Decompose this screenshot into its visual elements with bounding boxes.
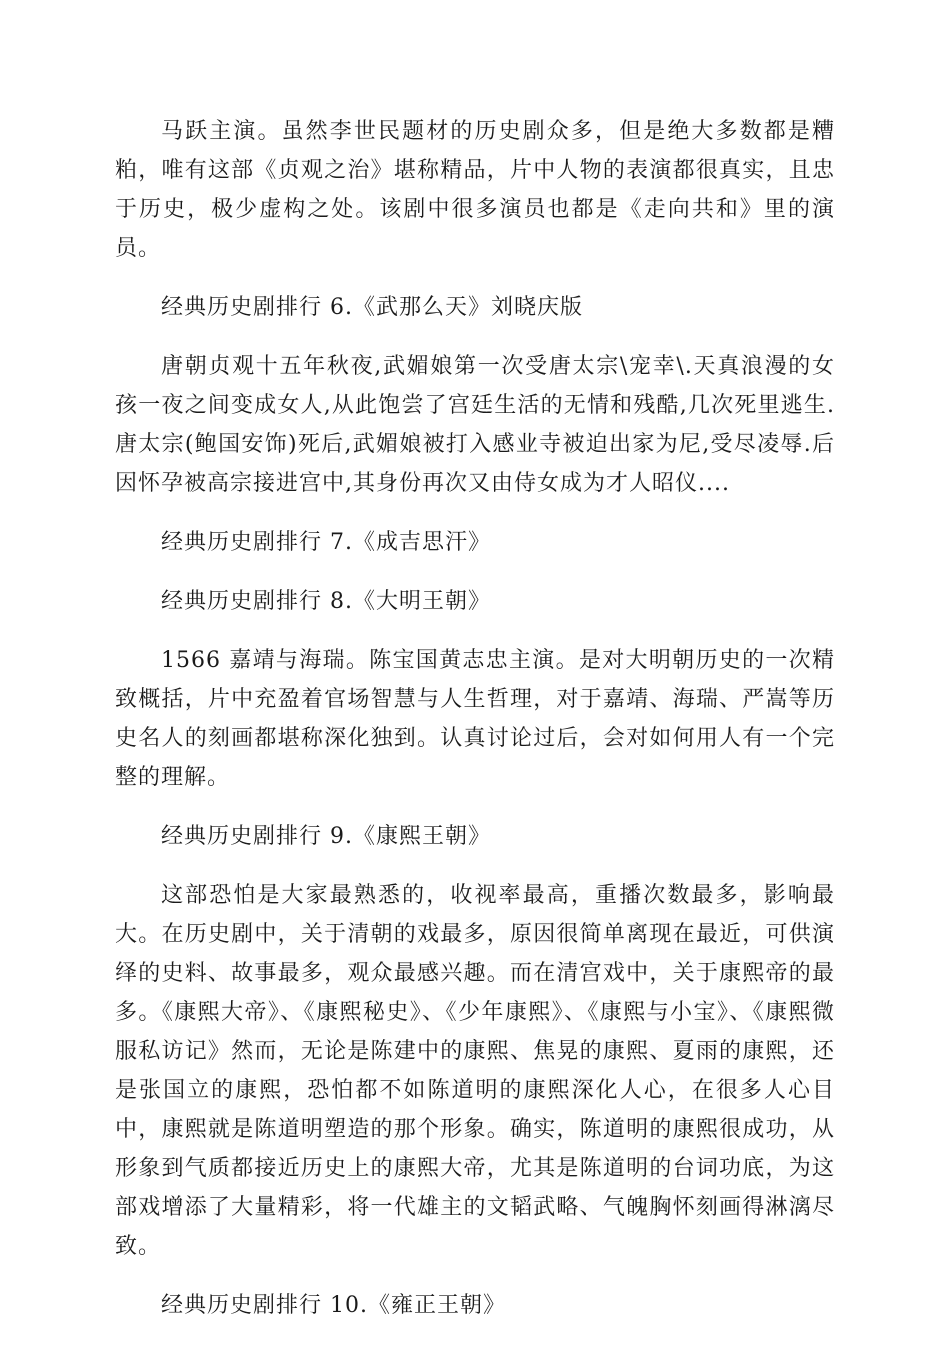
heading-rank-8: 经典历史剧排行 8.《大明王朝》 xyxy=(161,589,491,614)
paragraph-daming-description: 1566 嘉靖与海瑞。陈宝国黄志忠主演。是对大明朝历史的一次精致概括，片中充盈着官场智慧与人生哲理，对于嘉靖、海瑞、严嵩等历史名人的刻画都堪称深化独到。认真讨论过后，会对如何用人有一个完整的理解。 xyxy=(115,648,835,790)
heading-rank-6: 经典历史剧排行 6.《武那么天》刘晓庆版 xyxy=(161,295,583,320)
paragraph-kangxi-description: 这部恐怕是大家最熟悉的，收视率最高，重播次数最多，影响最大。在历史剧中，关于清朝的戏最多，原因很简单离现在最近，可供演绎的史料、故事最多，观众最感兴趣。而在清宫戏中，关于康熙帝的最多。《康熙大帝》、《康熙秘史》、《少年康熙》、《康熙与小宝》、《康熙微服私访记》然而，无论是陈建中的康熙、焦晃的康熙、夏雨的康熙，还是张国立的康熙，恐怕都不如陈道明的康熙深化人心，在很多人心目中，康熙就是陈道明塑造的那个形象。确实，陈道明的康熙很成功，从形象到气质都接近历史上的康熙大帝，尤其是陈道明的台词功底，为这部戏增添了大量精彩，将一代雄主的文韬武略、气魄胸怀刻画得淋漓尽致。 xyxy=(115,883,835,1259)
heading-rank-10: 经典历史剧排行 10.《雍正王朝》 xyxy=(161,1293,506,1318)
paragraph-wuzetian-description: 唐朝贞观十五年秋夜,武媚娘第一次受唐太宗\宠幸\.天真浪漫的女孩一夜之间变成女人,从此饱尝了宫廷生活的无情和残酷,几次死里逃生.唐太宗(鲍国安饰)死后,武媚娘被打入感业寺被迫出家为尼,受尽凌辱.后因怀孕被高宗接进宫中,其身份再次又由侍女成为才人昭仪.... xyxy=(115,354,835,496)
document-body xyxy=(115,112,835,1345)
paragraph-zhenguan-description: 马跃主演。虽然李世民题材的历史剧众多，但是绝大多数都是糟粕，唯有这部《贞观之治》堪称精品，片中人物的表演都很真实，且忠于历史，极少虚构之处。该剧中很多演员也都是《走向共和》里的演员。 xyxy=(115,119,835,261)
heading-rank-7: 经典历史剧排行 7.《成吉思汗》 xyxy=(161,530,491,555)
heading-rank-9: 经典历史剧排行 9.《康熙王朝》 xyxy=(161,824,491,849)
